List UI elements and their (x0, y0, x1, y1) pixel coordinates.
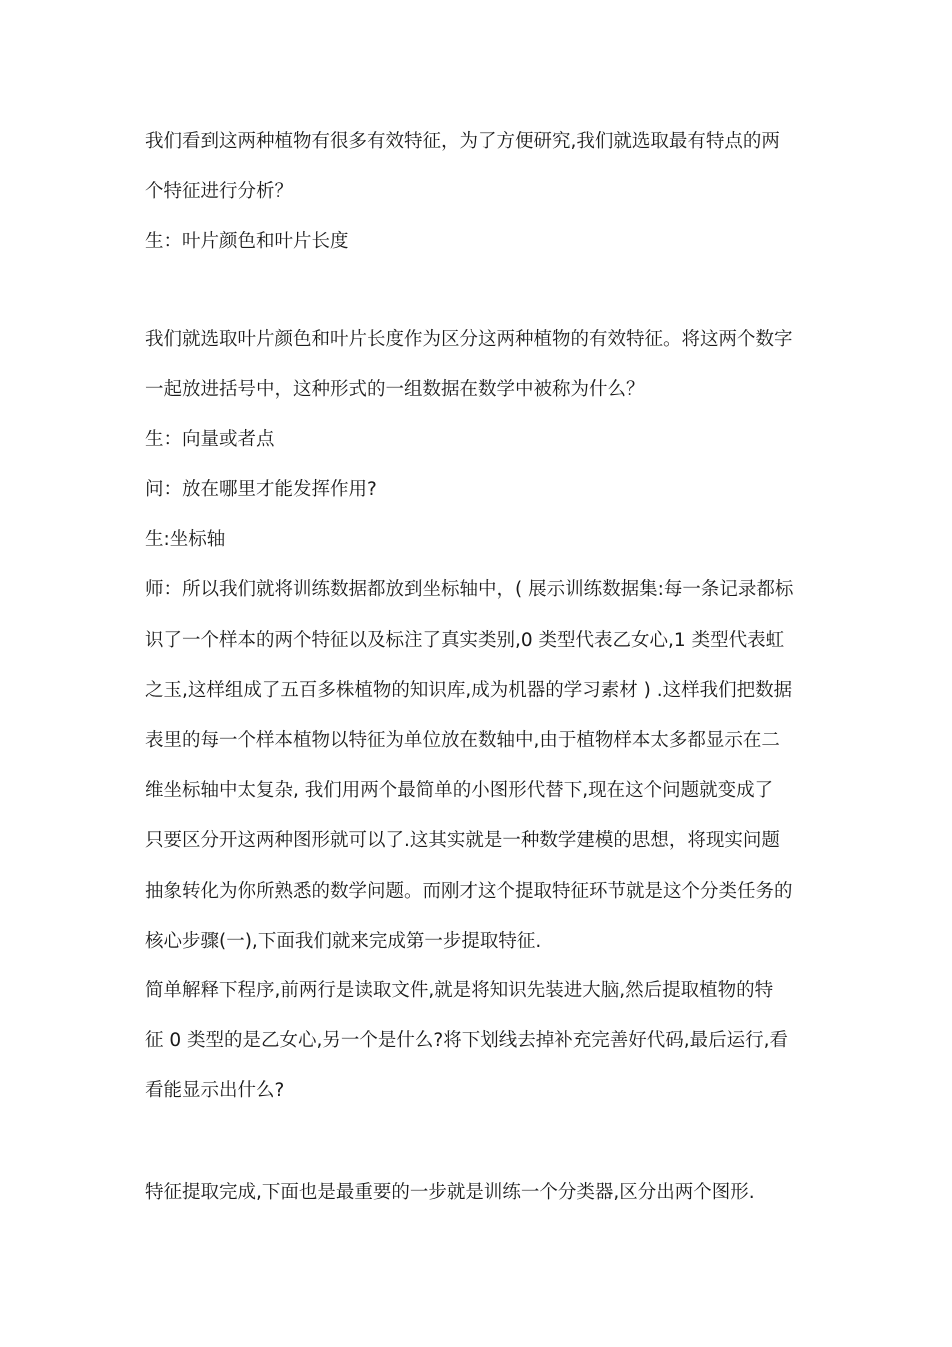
text-line: 个特征进行分析？ (145, 181, 294, 202)
text-line: 表里的每一个样本植物以特征为单位放在数轴中,由于植物样本太多都显示在二 (145, 730, 780, 751)
text-line: 我们看到这两种植物有很多有效特征，为了方便研究,我们就选取最有特点的两 (145, 131, 780, 152)
text-line: 一起放进括号中，这种形式的一组数据在数学中被称为什么？ (145, 379, 645, 400)
text-line: 识了一个样本的两个特征以及标注了真实类别,0 类型代表乙女心,1 类型代表虹 (145, 630, 785, 651)
text-line: 简单解释下程序,前两行是读取文件,就是将知识先装进大脑,然后提取植物的特 (145, 980, 774, 1001)
text-line: 生：叶片颜色和叶片长度 (145, 231, 349, 252)
text-line: 我们就选取叶片颜色和叶片长度作为区分这两种植物的有效特征。将这两个数字 (145, 329, 793, 350)
text-line: 抽象转化为你所熟悉的数学问题。而刚才这个提取特征环节就是这个分类任务的 (145, 881, 793, 902)
text-line: 问：放在哪里才能发挥作用? (145, 479, 377, 500)
text-line: 看能显示出什么? (145, 1080, 285, 1101)
text-line: 生：向量或者点 (145, 429, 275, 450)
text-line: 核心步骤(一),下面我们就来完成第一步提取特征. (145, 931, 542, 952)
text-line: 征 0 类型的是乙女心,另一个是什么?将下划线去掉补充完善好代码,最后运行,看 (145, 1030, 788, 1051)
text-line: 之玉,这样组成了五百多株植物的知识库,成为机器的学习素材 ) .这样我们把数据 (145, 680, 793, 701)
text-line: 师：所以我们就将训练数据都放到坐标轴中，( 展示训练数据集:每一条记录都标 (145, 579, 794, 600)
text-line: 生:坐标轴 (145, 529, 226, 550)
text-line: 维坐标轴中太复杂, 我们用两个最简单的小图形代替下,现在这个问题就变成了 (145, 780, 774, 801)
text-line: 特征提取完成,下面也是最重要的一步就是训练一个分类器,区分出两个图形. (145, 1182, 755, 1203)
text-line: 只要区分开这两种图形就可以了.这其实就是一种数学建模的思想，将现实问题 (145, 830, 780, 851)
